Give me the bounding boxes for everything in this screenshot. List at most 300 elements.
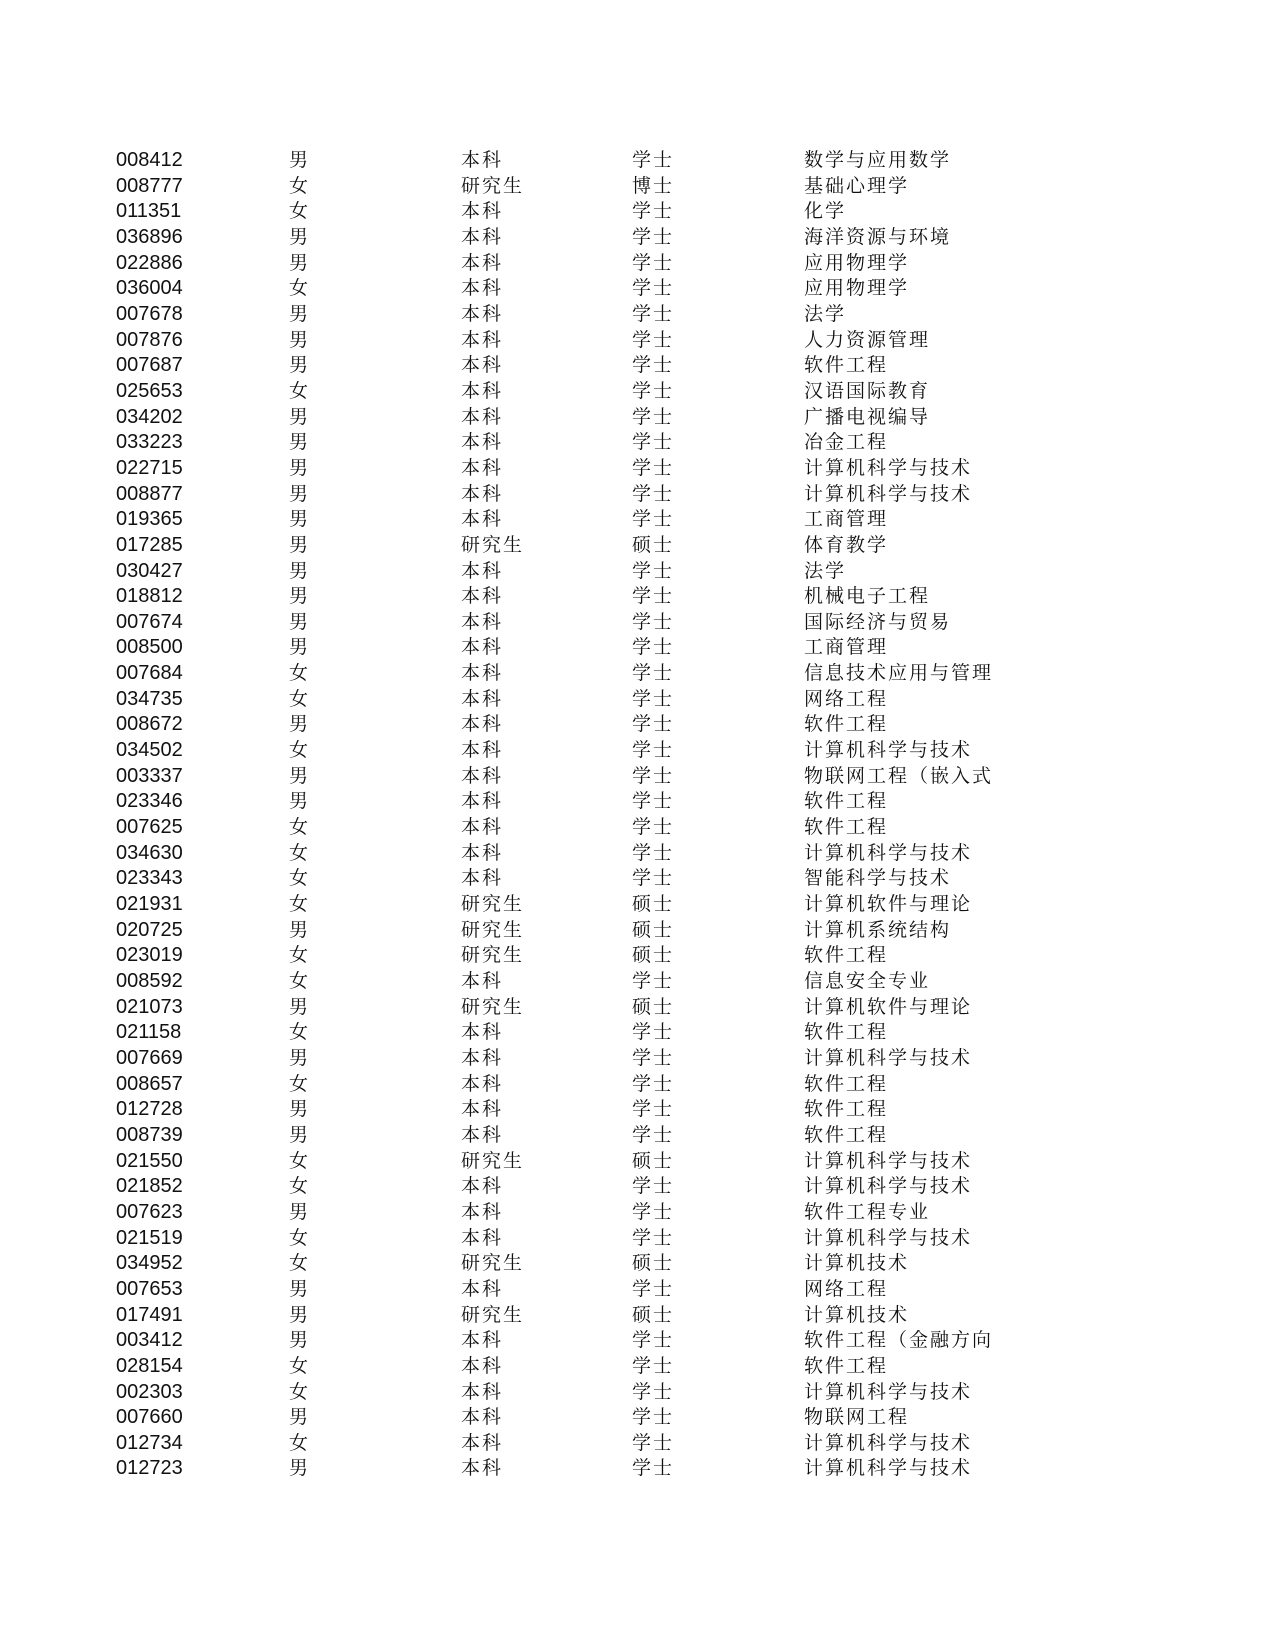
cell-major: 计算机科学与技术: [804, 739, 973, 762]
cell-education: 本科: [461, 867, 504, 890]
cell-education: 本科: [461, 1329, 504, 1352]
cell-education: 本科: [461, 1046, 504, 1069]
cell-education: 本科: [461, 1406, 504, 1429]
table-row: [116, 199, 986, 225]
cell-education: 本科: [461, 1021, 504, 1044]
cell-gender: 男: [289, 1098, 309, 1121]
cell-gender: 男: [289, 995, 309, 1018]
cell-degree: 硕士: [632, 1149, 675, 1172]
cell-id: 036896: [116, 225, 183, 248]
cell-major: 工商管理: [804, 508, 889, 531]
cell-education: 本科: [461, 277, 504, 300]
cell-gender: 男: [289, 328, 309, 351]
cell-major: 计算机软件与理论: [804, 995, 973, 1018]
table-row: [116, 1046, 986, 1072]
table-row: [116, 712, 986, 738]
cell-degree: 学士: [632, 1431, 675, 1454]
table-row: [116, 379, 986, 405]
cell-id: 022715: [116, 456, 183, 479]
cell-gender: 男: [289, 1303, 309, 1326]
cell-major: 软件工程: [804, 1123, 889, 1146]
cell-education: 本科: [461, 610, 504, 633]
cell-id: 007876: [116, 328, 183, 351]
cell-major: 软件工程: [804, 713, 889, 736]
cell-id: 034952: [116, 1252, 183, 1275]
cell-education: 本科: [461, 1457, 504, 1480]
cell-major: 数学与应用数学: [804, 149, 952, 171]
cell-id: 012734: [116, 1431, 183, 1454]
cell-major: 软件工程: [804, 1354, 889, 1377]
cell-gender: 男: [289, 225, 309, 248]
cell-degree: 学士: [632, 328, 675, 351]
cell-id: 023346: [116, 790, 183, 813]
cell-major: 物联网工程: [804, 1406, 910, 1429]
table-row: [116, 635, 986, 661]
cell-degree: 学士: [632, 1046, 675, 1069]
table-row: [116, 1251, 986, 1277]
cell-degree: 硕士: [632, 944, 675, 967]
cell-degree: 学士: [632, 841, 675, 864]
cell-id: 008877: [116, 482, 183, 505]
cell-major: 软件工程专业: [804, 1200, 931, 1223]
cell-degree: 学士: [632, 816, 675, 839]
cell-gender: 男: [289, 764, 309, 787]
cell-degree: 学士: [632, 1021, 675, 1044]
cell-major: 软件工程: [804, 1098, 889, 1121]
table-row: [116, 1226, 986, 1252]
cell-id: 007653: [116, 1277, 183, 1300]
table-row: [116, 430, 986, 456]
cell-degree: 学士: [632, 1072, 675, 1095]
cell-id: 008739: [116, 1123, 183, 1146]
table-row: [116, 687, 986, 713]
cell-id: 011351: [116, 200, 182, 223]
table-row: [116, 943, 986, 969]
cell-id: 012723: [116, 1457, 183, 1480]
cell-education: 本科: [461, 1226, 504, 1249]
cell-gender: 男: [289, 790, 309, 813]
table-row: [116, 841, 986, 867]
cell-degree: 学士: [632, 1329, 675, 1352]
cell-education: 研究生: [461, 174, 525, 197]
cell-education: 本科: [461, 790, 504, 813]
cell-gender: 男: [289, 533, 309, 556]
cell-major: 计算机技术: [804, 1252, 910, 1275]
cell-gender: 男: [289, 636, 309, 659]
cell-gender: 男: [289, 251, 309, 274]
cell-degree: 学士: [632, 1277, 675, 1300]
table-row: [116, 1405, 986, 1431]
cell-education: 本科: [461, 431, 504, 454]
cell-major: 物联网工程（嵌入式: [804, 764, 994, 787]
cell-education: 本科: [461, 1380, 504, 1403]
cell-degree: 学士: [632, 200, 675, 223]
cell-id: 034502: [116, 739, 183, 762]
table-row: [116, 559, 986, 585]
cell-education: 研究生: [461, 1303, 525, 1326]
cell-education: 本科: [461, 816, 504, 839]
cell-degree: 硕士: [632, 918, 675, 941]
table-row: [116, 610, 986, 636]
cell-degree: 学士: [632, 739, 675, 762]
table-row: [116, 1149, 986, 1175]
table-row: [116, 1097, 986, 1123]
cell-education: 本科: [461, 1200, 504, 1223]
cell-id: 007623: [116, 1200, 183, 1223]
cell-id: 021158: [116, 1021, 182, 1044]
cell-major: 计算机科学与技术: [804, 1457, 973, 1480]
cell-gender: 男: [289, 354, 309, 377]
table-row: [116, 456, 986, 482]
table-row: [116, 1123, 986, 1149]
table-row: [116, 225, 986, 251]
cell-education: 研究生: [461, 918, 525, 941]
cell-degree: 学士: [632, 1098, 675, 1121]
cell-major: 法学: [804, 559, 847, 582]
cell-degree: 学士: [632, 1123, 675, 1146]
cell-degree: 学士: [632, 149, 675, 171]
cell-gender: 女: [289, 739, 309, 762]
table-row: [116, 1200, 986, 1226]
cell-id: 034735: [116, 687, 183, 710]
cell-major: 人力资源管理: [804, 328, 931, 351]
cell-education: 本科: [461, 713, 504, 736]
cell-major: 计算机科学与技术: [804, 841, 973, 864]
cell-gender: 男: [289, 1277, 309, 1300]
cell-education: 研究生: [461, 533, 525, 556]
cell-education: 研究生: [461, 944, 525, 967]
cell-degree: 学士: [632, 713, 675, 736]
cell-id: 017285: [116, 533, 183, 556]
cell-major: 工商管理: [804, 636, 889, 659]
table-row: [116, 251, 986, 277]
cell-education: 本科: [461, 149, 504, 171]
cell-major: 法学: [804, 302, 847, 325]
table-row: [116, 1303, 986, 1329]
cell-degree: 学士: [632, 482, 675, 505]
cell-education: 本科: [461, 379, 504, 402]
cell-id: 019365: [116, 508, 183, 531]
cell-degree: 学士: [632, 1380, 675, 1403]
cell-education: 本科: [461, 302, 504, 325]
cell-id: 021550: [116, 1149, 183, 1172]
cell-major: 汉语国际教育: [804, 379, 931, 402]
table-row: [116, 1174, 986, 1200]
cell-gender: 女: [289, 1380, 309, 1403]
cell-id: 008672: [116, 713, 183, 736]
cell-degree: 学士: [632, 1226, 675, 1249]
cell-degree: 学士: [632, 456, 675, 479]
table-row: [116, 764, 994, 790]
cell-gender: 女: [289, 970, 309, 992]
table-row: [116, 507, 986, 533]
cell-id: 008412: [116, 149, 183, 171]
cell-gender: 男: [289, 482, 309, 505]
cell-major: 化学: [804, 200, 847, 223]
cell-education: 本科: [461, 328, 504, 351]
cell-major: 国际经济与贸易: [804, 610, 952, 633]
cell-education: 本科: [461, 508, 504, 531]
cell-id: 008657: [116, 1072, 183, 1095]
cell-id: 028154: [116, 1354, 183, 1377]
cell-major: 机械电子工程: [804, 585, 931, 608]
cell-degree: 学士: [632, 764, 675, 787]
cell-degree: 学士: [632, 970, 675, 992]
cell-gender: 女: [289, 687, 309, 710]
table-row: [116, 815, 986, 841]
cell-degree: 学士: [632, 508, 675, 531]
table-row: [116, 174, 986, 200]
cell-degree: 学士: [632, 790, 675, 813]
cell-id: 007660: [116, 1406, 183, 1429]
table-row: [116, 969, 986, 995]
table-row: [116, 405, 986, 431]
cell-id: 023019: [116, 944, 183, 967]
cell-degree: 学士: [632, 302, 675, 325]
cell-degree: 学士: [632, 867, 675, 890]
table-row: [116, 1380, 986, 1406]
cell-major: 计算机科学与技术: [804, 1149, 973, 1172]
cell-id: 003337: [116, 764, 183, 787]
cell-id: 003412: [116, 1329, 183, 1352]
cell-gender: 男: [289, 456, 309, 479]
cell-degree: 学士: [632, 1354, 675, 1377]
table-row: [116, 148, 986, 174]
cell-gender: 女: [289, 1175, 309, 1198]
cell-education: 本科: [461, 1277, 504, 1300]
cell-gender: 女: [289, 174, 309, 197]
cell-education: 研究生: [461, 1252, 525, 1275]
cell-education: 本科: [461, 841, 504, 864]
cell-id: 017491: [116, 1303, 183, 1326]
cell-id: 021931: [116, 893, 183, 916]
cell-education: 研究生: [461, 995, 525, 1018]
cell-education: 本科: [461, 200, 504, 223]
table-row: [116, 1328, 994, 1354]
cell-gender: 女: [289, 1021, 309, 1044]
cell-id: 025653: [116, 379, 183, 402]
cell-id: 023343: [116, 867, 183, 890]
table-row: [116, 866, 986, 892]
cell-major: 软件工程: [804, 790, 889, 813]
cell-major: 计算机系统结构: [804, 918, 952, 941]
cell-gender: 男: [289, 610, 309, 633]
cell-education: 本科: [461, 687, 504, 710]
cell-degree: 硕士: [632, 893, 675, 916]
cell-gender: 女: [289, 1252, 309, 1275]
cell-id: 007674: [116, 610, 183, 633]
cell-major: 信息技术应用与管理: [804, 662, 994, 685]
cell-degree: 学士: [632, 585, 675, 608]
cell-id: 008777: [116, 174, 183, 197]
cell-major: 软件工程（金融方向: [804, 1329, 994, 1352]
cell-degree: 学士: [632, 405, 675, 428]
cell-degree: 学士: [632, 610, 675, 633]
cell-gender: 女: [289, 867, 309, 890]
cell-major: 计算机科学与技术: [804, 1226, 973, 1249]
cell-degree: 学士: [632, 1457, 675, 1480]
cell-education: 本科: [461, 405, 504, 428]
cell-major: 网络工程: [804, 687, 889, 710]
cell-gender: 女: [289, 893, 309, 916]
table-row: [116, 353, 986, 379]
cell-major: 应用物理学: [804, 251, 910, 274]
cell-education: 本科: [461, 1354, 504, 1377]
cell-education: 本科: [461, 1175, 504, 1198]
cell-degree: 学士: [632, 687, 675, 710]
cell-major: 智能科学与技术: [804, 867, 952, 890]
cell-major: 网络工程: [804, 1277, 889, 1300]
cell-gender: 女: [289, 1226, 309, 1249]
table-row: [116, 276, 986, 302]
cell-degree: 硕士: [632, 1252, 675, 1275]
cell-major: 计算机科学与技术: [804, 1046, 973, 1069]
cell-degree: 学士: [632, 636, 675, 659]
cell-degree: 学士: [632, 225, 675, 248]
table-row: [116, 661, 994, 687]
cell-major: 体育教学: [804, 533, 889, 556]
cell-major: 计算机科学与技术: [804, 1431, 973, 1454]
cell-gender: 男: [289, 405, 309, 428]
cell-gender: 女: [289, 1149, 309, 1172]
table-row: [116, 533, 986, 559]
cell-degree: 学士: [632, 431, 675, 454]
cell-major: 计算机科学与技术: [804, 1380, 973, 1403]
cell-education: 本科: [461, 764, 504, 787]
cell-gender: 女: [289, 944, 309, 967]
cell-education: 本科: [461, 1431, 504, 1454]
cell-gender: 男: [289, 585, 309, 608]
cell-education: 本科: [461, 251, 504, 274]
cell-major: 信息安全专业: [804, 970, 931, 992]
cell-gender: 男: [289, 431, 309, 454]
cell-gender: 女: [289, 379, 309, 402]
cell-id: 021073: [116, 995, 183, 1018]
cell-major: 软件工程: [804, 1021, 889, 1044]
table-row: [116, 738, 986, 764]
table-row: [116, 995, 986, 1021]
table-row: [116, 1020, 986, 1046]
cell-id: 012728: [116, 1098, 183, 1121]
table-row: [116, 1354, 986, 1380]
table-row: [116, 892, 986, 918]
cell-education: 本科: [461, 585, 504, 608]
cell-degree: 硕士: [632, 995, 675, 1018]
cell-id: 008500: [116, 636, 183, 659]
cell-gender: 女: [289, 816, 309, 839]
cell-degree: 学士: [632, 1175, 675, 1198]
cell-degree: 博士: [632, 174, 675, 197]
table-row: [116, 482, 986, 508]
cell-major: 软件工程: [804, 1072, 889, 1095]
cell-major: 广播电视编导: [804, 405, 931, 428]
cell-id: 007625: [116, 816, 183, 839]
cell-education: 本科: [461, 662, 504, 685]
cell-id: 007678: [116, 302, 183, 325]
cell-major: 计算机软件与理论: [804, 893, 973, 916]
cell-gender: 女: [289, 277, 309, 300]
cell-major: 软件工程: [804, 354, 889, 377]
cell-education: 本科: [461, 482, 504, 505]
cell-id: 033223: [116, 431, 183, 454]
cell-id: 021852: [116, 1175, 183, 1198]
cell-degree: 学士: [632, 662, 675, 685]
cell-degree: 学士: [632, 559, 675, 582]
cell-gender: 男: [289, 1046, 309, 1069]
table-row: [116, 328, 986, 354]
cell-degree: 学士: [632, 354, 675, 377]
cell-education: 本科: [461, 225, 504, 248]
cell-id: 022886: [116, 251, 183, 274]
cell-degree: 学士: [632, 277, 675, 300]
cell-major: 软件工程: [804, 944, 889, 967]
cell-education: 本科: [461, 559, 504, 582]
cell-id: 018812: [116, 585, 183, 608]
table-row: [116, 789, 986, 815]
cell-education: 本科: [461, 739, 504, 762]
cell-id: 007669: [116, 1046, 183, 1069]
cell-gender: 男: [289, 559, 309, 582]
cell-gender: 女: [289, 1072, 309, 1095]
cell-education: 本科: [461, 1098, 504, 1121]
table-row: [116, 918, 986, 944]
table-row: [116, 1072, 986, 1098]
cell-gender: 男: [289, 918, 309, 941]
cell-id: 007687: [116, 354, 183, 377]
cell-gender: 男: [289, 1200, 309, 1223]
table-row: [116, 584, 986, 610]
cell-education: 本科: [461, 970, 504, 992]
cell-major: 海洋资源与环境: [804, 225, 952, 248]
table-row: [116, 1456, 986, 1482]
cell-education: 本科: [461, 1072, 504, 1095]
table-row: [116, 302, 986, 328]
cell-id: 008592: [116, 970, 183, 992]
cell-id: 036004: [116, 277, 183, 300]
cell-major: 基础心理学: [804, 174, 910, 197]
cell-gender: 女: [289, 200, 309, 223]
cell-id: 021519: [116, 1226, 183, 1249]
table-row: [116, 1277, 986, 1303]
table-row: [116, 1431, 986, 1457]
cell-id: 030427: [116, 559, 183, 582]
cell-gender: 男: [289, 149, 309, 171]
cell-major: 应用物理学: [804, 277, 910, 300]
cell-major: 冶金工程: [804, 431, 889, 454]
cell-major: 计算机科学与技术: [804, 456, 973, 479]
cell-education: 本科: [461, 1123, 504, 1146]
cell-degree: 学士: [632, 251, 675, 274]
cell-gender: 男: [289, 713, 309, 736]
cell-gender: 女: [289, 841, 309, 864]
cell-major: 计算机科学与技术: [804, 1175, 973, 1198]
cell-education: 本科: [461, 456, 504, 479]
cell-gender: 男: [289, 1123, 309, 1146]
cell-major: 软件工程: [804, 816, 889, 839]
cell-degree: 学士: [632, 1200, 675, 1223]
cell-major: 计算机科学与技术: [804, 482, 973, 505]
cell-education: 研究生: [461, 893, 525, 916]
cell-gender: 男: [289, 1406, 309, 1429]
cell-education: 研究生: [461, 1149, 525, 1172]
cell-gender: 女: [289, 1431, 309, 1454]
cell-degree: 学士: [632, 1406, 675, 1429]
cell-degree: 学士: [632, 379, 675, 402]
data-table: [116, 148, 994, 1482]
cell-education: 本科: [461, 636, 504, 659]
cell-id: 034630: [116, 841, 183, 864]
cell-id: 002303: [116, 1380, 183, 1403]
